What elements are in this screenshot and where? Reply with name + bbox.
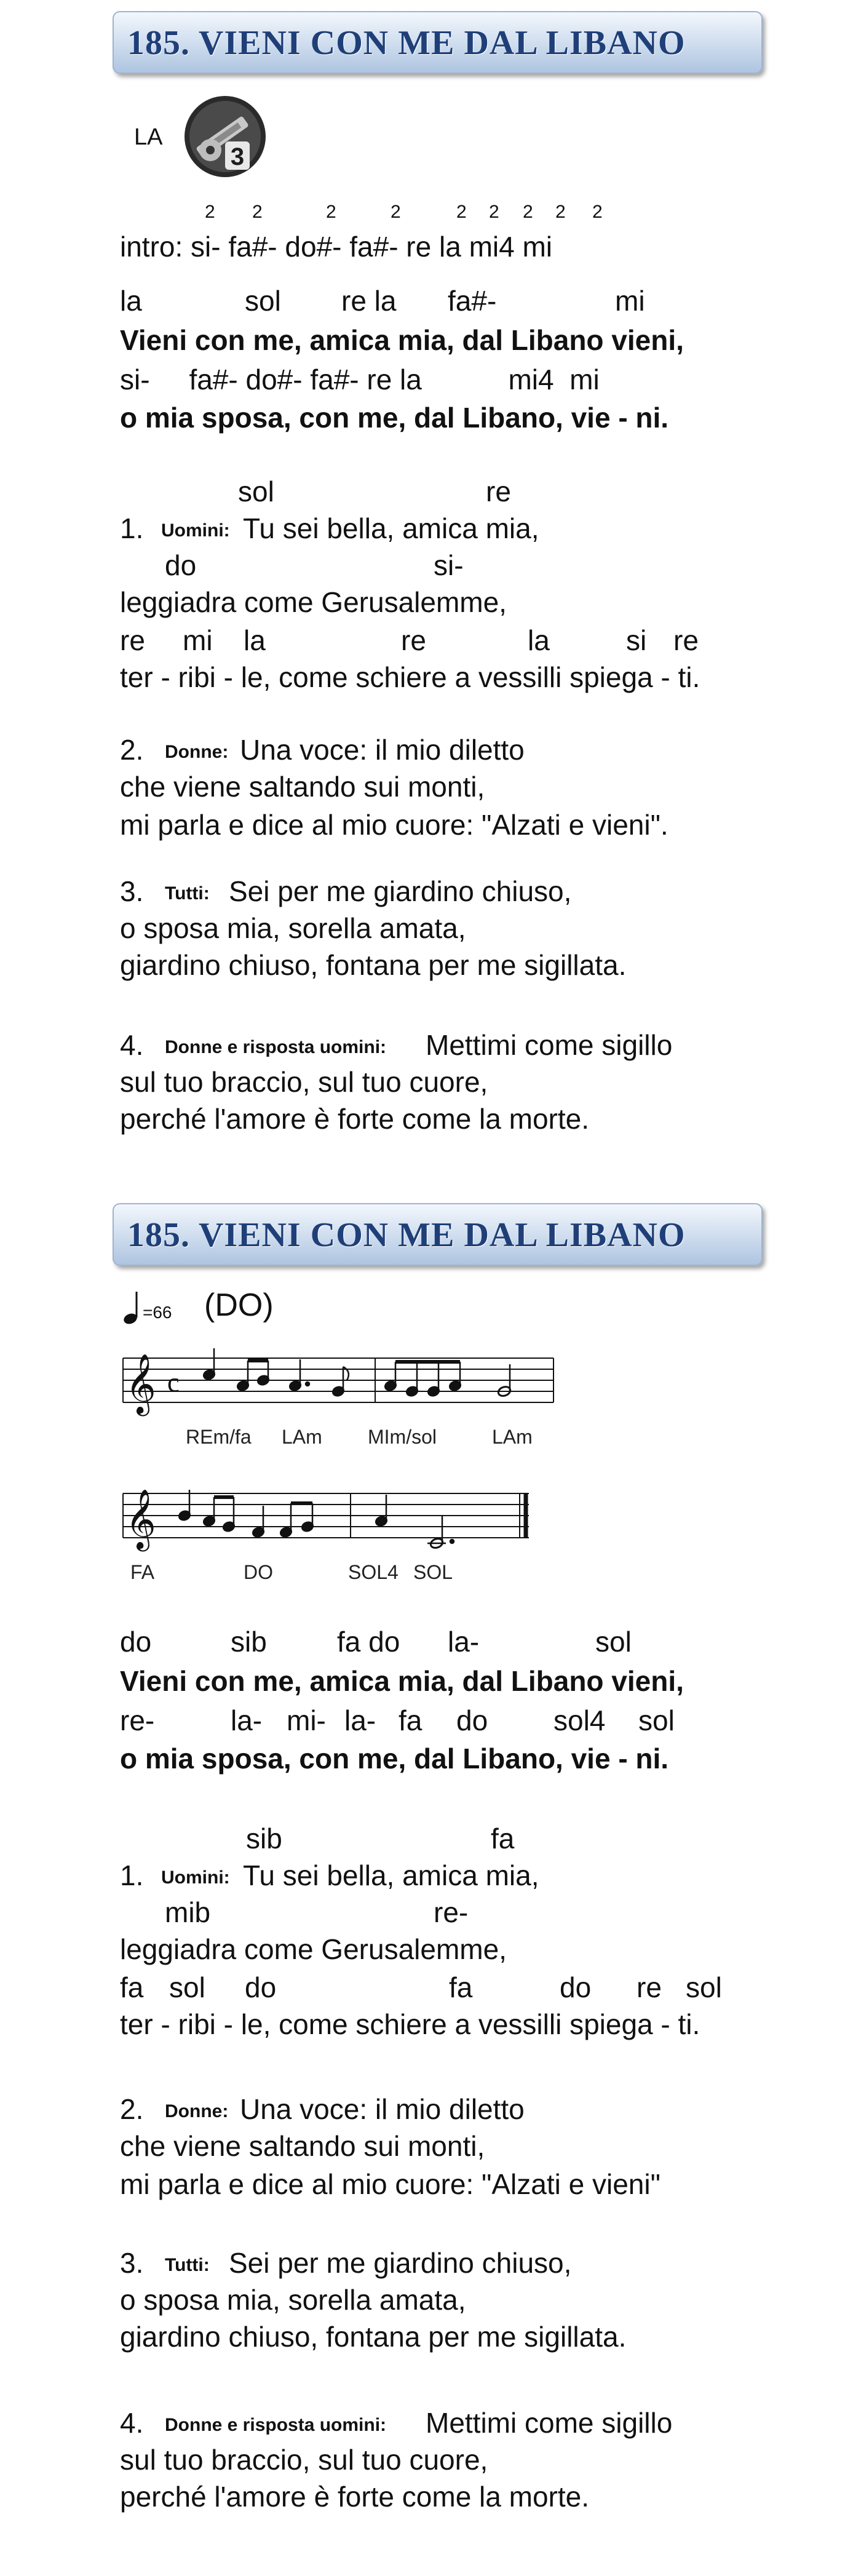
intro-finger-7: 2 [523, 202, 533, 222]
s2-ref-chord2-7: sol4 [554, 1704, 606, 1736]
capo-number: 3 [230, 143, 245, 170]
s2-ref-chord2-1: re- [120, 1704, 155, 1736]
s2-ref-chord2-3: mi- [287, 1704, 326, 1736]
s2-v4-line-2: sul tuo braccio, sul tuo cuore, [120, 2444, 488, 2476]
svg-text:𝄞: 𝄞 [125, 1353, 156, 1413]
s1-v4-number: 4. [120, 1029, 144, 1061]
s1-v1-chord-c5: la [528, 624, 550, 656]
s2-v2-line-3: mi parla e dice al mio cuore: "Alzati e vieni" [120, 2168, 661, 2200]
s2-v1-chord-c2: sol [169, 1971, 205, 2003]
s2-v3-label: Tutti: [165, 2255, 210, 2275]
s2-v2-line-1: Una voce: il mio diletto [240, 2093, 525, 2125]
staff2-chord-3: SOL4 [348, 1561, 399, 1583]
section2-title: 185. VIENI CON ME DAL LIBANO [127, 1216, 686, 1254]
s2-v3-line-3: giardino chiuso, fontana per me sigillata. [120, 2321, 627, 2353]
s2-v4-label: Donne e risposta uomini: [165, 2415, 387, 2435]
s1-ref-line-2: o mia sposa, con me, dal Libano, vie - ni. [120, 402, 669, 434]
s1-v4-line-1: Mettimi come sigillo [426, 1029, 673, 1061]
s1-ref-chords-2: si- fa#- do#- fa#- re la mi4 mi [120, 364, 600, 396]
s1-v1-line-1: Tu sei bella, amica mia, [243, 512, 539, 544]
s2-v1-line-3: ter - ribi - le, come schiere a vessilli spiega - ti. [120, 2008, 700, 2040]
s2-v2-label: Donne: [165, 2101, 229, 2121]
s1-ref-chord-5: mi [615, 285, 645, 317]
s1-v1-number: 1. [120, 512, 144, 544]
s2-v2-number: 2. [120, 2093, 144, 2125]
s1-v2-line-1: Una voce: il mio diletto [240, 734, 525, 766]
s2-v4-number: 4. [120, 2407, 144, 2439]
s1-v1-chord-a2: re [486, 475, 511, 507]
s2-ref-chord-1: do [120, 1626, 152, 1658]
s2-ref-chord-4: la- [448, 1626, 480, 1658]
capo-guitar-icon [182, 93, 268, 180]
s1-v1-line-2: leggiadra come Gerusalemme, [120, 586, 507, 618]
s1-v1-chord-c3: la [244, 624, 266, 656]
s1-v1-chord-a1: sol [238, 475, 274, 507]
s1-ref-chord-1: la [120, 285, 142, 317]
s1-v1-chord-b2: si- [434, 549, 464, 581]
s2-v1-line-1: Tu sei bella, amica mia, [243, 1859, 539, 1891]
s1-v1-chord-c7: re [673, 624, 699, 656]
intro-finger-8: 2 [555, 202, 566, 222]
s1-v4-line-2: sul tuo braccio, sul tuo cuore, [120, 1066, 488, 1098]
intro-finger-6: 2 [489, 202, 499, 222]
staff1-chord-3: MIm/sol [368, 1426, 437, 1448]
s1-v1-chord-c6: si [626, 624, 647, 656]
s1-ref-chord-2: sol [245, 285, 281, 317]
s2-v2-line-2: che viene saltando sui monti, [120, 2130, 485, 2162]
s2-ref-chord2-2: la- [231, 1704, 263, 1736]
intro-finger-2: 2 [252, 202, 263, 222]
music-staff-1 [117, 1340, 560, 1420]
s2-ref-chord2-6: do [456, 1704, 488, 1736]
s1-v2-number: 2. [120, 734, 144, 766]
intro-line: intro: si- fa#- do#- fa#- re la mi4 mi [120, 231, 553, 263]
s2-v1-chord-c1: fa [120, 1971, 144, 2003]
s1-v2-line-3: mi parla e dice al mio cuore: "Alzati e vieni". [120, 809, 669, 841]
staff2-chord-4: SOL [413, 1561, 453, 1583]
intro-finger-1: 2 [205, 202, 215, 222]
s2-v1-chord-a2: fa [491, 1823, 515, 1854]
tempo-value: =66 [143, 1303, 172, 1322]
s2-ref-line-2: o mia sposa, con me, dal Libano, vie - ni. [120, 1743, 669, 1775]
section1-title: 185. VIENI CON ME DAL LIBANO [127, 24, 686, 62]
s2-v3-line-2: o sposa mia, sorella amata, [120, 2284, 466, 2316]
s1-v1-label: Uomini: [161, 520, 230, 541]
s2-v1-chord-c3: do [245, 1971, 277, 2003]
section2-title-banner [113, 1203, 763, 1266]
svg-text:𝄞: 𝄞 [125, 1489, 156, 1549]
s2-v1-chord-c6: re [637, 1971, 662, 2003]
s1-v1-chord-b1: do [165, 549, 197, 581]
s2-ref-chord2-5: fa [399, 1704, 423, 1736]
s2-ref-chord2-4: la- [344, 1704, 376, 1736]
s1-v3-line-2: o sposa mia, sorella amata, [120, 912, 466, 944]
s2-ref-chord-5: sol [595, 1626, 632, 1658]
staff1-chord-2: LAm [282, 1426, 322, 1448]
s2-v4-line-3: perché l'amore è forte come la morte. [120, 2481, 589, 2513]
s1-v2-line-2: che viene saltando sui monti, [120, 771, 485, 803]
s2-v1-label: Uomini: [161, 1867, 230, 1888]
intro-finger-9: 2 [592, 202, 603, 222]
staff1-chord-4: LAm [492, 1426, 533, 1448]
s1-v1-chord-c4: re [401, 624, 426, 656]
s1-v4-label: Donne e risposta uomini: [165, 1037, 387, 1057]
s1-ref-line-1: Vieni con me, amica mia, dal Libano vieni, [120, 324, 684, 356]
s1-v1-chord-c2: mi [183, 624, 213, 656]
intro-finger-4: 2 [391, 202, 401, 222]
s1-v1-line-3: ter - ribi - le, come schiere a vessilli spiega - ti. [120, 661, 700, 693]
s2-v1-chord-c7: sol [686, 1971, 722, 2003]
s1-v4-line-3: perché l'amore è forte come la morte. [120, 1103, 589, 1135]
intro-finger-5: 2 [456, 202, 467, 222]
s2-v1-chord-b1: mib [165, 1896, 211, 1928]
s2-v4-line-1: Mettimi come sigillo [426, 2407, 673, 2439]
staff1-chord-1: REm/fa [186, 1426, 252, 1448]
s2-v3-line-1: Sei per me giardino chiuso, [229, 2247, 572, 2279]
s1-v3-label: Tutti: [165, 883, 210, 904]
section1-key: LA [134, 124, 163, 150]
s2-ref-line-1: Vieni con me, amica mia, dal Libano vieni, [120, 1665, 684, 1697]
section1-title-banner [113, 11, 763, 74]
s2-v1-line-2: leggiadra come Gerusalemme, [120, 1933, 507, 1965]
staff2-chord-1: FA [130, 1561, 155, 1583]
s1-v3-number: 3. [120, 875, 144, 907]
s1-ref-chord-3: re la [341, 285, 397, 317]
s2-v1-chord-b2: re- [434, 1896, 469, 1928]
s1-v3-line-3: giardino chiuso, fontana per me sigillata. [120, 949, 627, 981]
s2-ref-chord-2: sib [231, 1626, 267, 1658]
s1-ref-chord-4: fa#- [448, 285, 497, 317]
intro-finger-3: 2 [326, 202, 336, 222]
staff2-chord-2: DO [244, 1561, 273, 1583]
svg-text:c: c [167, 1367, 180, 1397]
s1-v2-label: Donne: [165, 742, 229, 762]
s2-ref-chord2-8: sol [638, 1704, 675, 1736]
music-staff-2 [117, 1475, 535, 1555]
s1-v3-line-1: Sei per me giardino chiuso, [229, 875, 572, 907]
s2-v1-chord-c5: do [560, 1971, 592, 2003]
s2-v3-number: 3. [120, 2247, 144, 2279]
section2-key: (DO) [204, 1287, 274, 1323]
s2-ref-chord-3: fa do [337, 1626, 400, 1658]
s2-v1-chord-c4: fa [449, 1971, 473, 2003]
s2-v1-number: 1. [120, 1859, 144, 1891]
s1-v1-chord-c1: re [120, 624, 145, 656]
s2-v1-chord-a1: sib [246, 1823, 282, 1854]
